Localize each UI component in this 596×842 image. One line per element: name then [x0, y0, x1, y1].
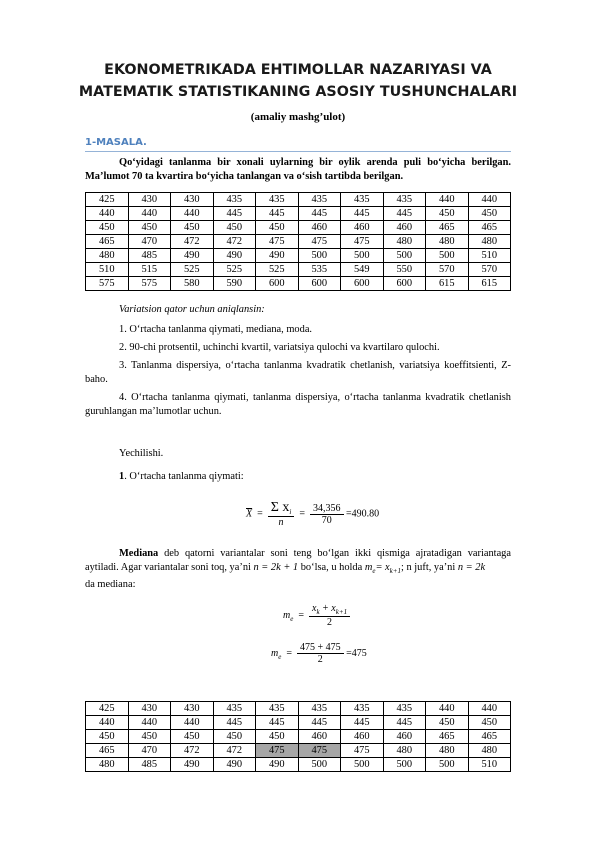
table-cell: 440 — [86, 716, 129, 730]
table-cell: 475 — [298, 235, 341, 249]
table-cell: 500 — [341, 249, 384, 263]
table-cell: 435 — [383, 702, 426, 716]
task-4: 4. O‘rtacha tanlanma qiymati, tanlanma dispersiya, o‘rtacha tanlanma kvadratik chetlanish guruhlangan ma’lumotlar uchun. — [85, 392, 511, 417]
table-cell: 445 — [298, 207, 341, 221]
median-me: m — [364, 562, 373, 573]
table-cell: 570 — [426, 263, 469, 277]
table-cell: 450 — [426, 716, 469, 730]
table-cell: 480 — [86, 249, 129, 263]
median-f1-lhs: m — [283, 610, 291, 621]
table-cell: 490 — [171, 758, 214, 772]
table-cell: 475 — [341, 235, 384, 249]
rent-data-table — [85, 192, 511, 291]
table-cell: 615 — [468, 277, 511, 291]
table-cell: 435 — [298, 702, 341, 716]
table-row — [86, 235, 511, 249]
table-cell: 515 — [128, 263, 171, 277]
table-cell: 480 — [383, 744, 426, 758]
table-row — [86, 277, 511, 291]
table-cell: 435 — [256, 193, 299, 207]
table-cell: 440 — [468, 702, 511, 716]
table-cell: 470 — [128, 235, 171, 249]
table-cell: 440 — [128, 207, 171, 221]
table-cell: 460 — [383, 730, 426, 744]
table-cell: 490 — [213, 249, 256, 263]
median-f2-fraction — [297, 642, 344, 665]
table-cell: 460 — [383, 221, 426, 235]
table-cell: 472 — [171, 744, 214, 758]
table-cell: 445 — [341, 207, 384, 221]
table-cell: 440 — [86, 207, 129, 221]
median-f1-x: x — [311, 603, 317, 614]
table-cell: 440 — [171, 716, 214, 730]
table-cell: 445 — [383, 716, 426, 730]
table-cell: 445 — [256, 207, 299, 221]
mean-symbol: $\overline{X}$ — [246, 508, 253, 520]
table-cell: 472 — [213, 235, 256, 249]
table-cell: 450 — [213, 221, 256, 235]
table-cell: 450 — [171, 730, 214, 744]
table-row — [86, 263, 511, 277]
table-cell: 470 — [128, 744, 171, 758]
table-cell: 600 — [383, 277, 426, 291]
table-cell: 435 — [256, 702, 299, 716]
table-cell: 435 — [298, 193, 341, 207]
table-cell: 490 — [213, 758, 256, 772]
table-cell: 580 — [171, 277, 214, 291]
table-cell: 450 — [426, 207, 469, 221]
median-f1-lhs-sub: e — [290, 614, 294, 623]
table-cell: 445 — [298, 716, 341, 730]
table-cell: 575 — [128, 277, 171, 291]
median-f2-den: 2 — [317, 654, 323, 665]
table-row — [86, 207, 511, 221]
table-row — [86, 758, 511, 772]
table-row — [86, 221, 511, 235]
table-cell: 472 — [171, 235, 214, 249]
table-cell: 500 — [426, 249, 469, 263]
table-cell: 450 — [128, 221, 171, 235]
table-cell: 500 — [383, 758, 426, 772]
table-cell: 465 — [426, 730, 469, 744]
table-cell: 440 — [426, 193, 469, 207]
task-3: 3. Tanlanma dispersiya, o‘rtacha tanlanma kvadratik chetlanish, variatsiya koeffitsienti, Z-baho. — [85, 360, 511, 385]
median-x: = x — [375, 562, 390, 573]
median-odd-expr: n = 2k + 1 — [253, 562, 299, 573]
table-cell: 450 — [171, 221, 214, 235]
table-cell: 500 — [298, 758, 341, 772]
table-cell: 450 — [256, 730, 299, 744]
table-cell: 435 — [213, 702, 256, 716]
table-cell: 475 — [256, 235, 299, 249]
table-cell: 460 — [341, 221, 384, 235]
table-cell: 549 — [341, 263, 384, 277]
variation-heading: Variatsion qator uchun aniqlansin: — [119, 304, 265, 315]
table-cell: 460 — [341, 730, 384, 744]
table-cell: 525 — [171, 263, 214, 277]
table-cell: 445 — [341, 716, 384, 730]
table-cell: 450 — [468, 716, 511, 730]
mean-result: =490.80 — [346, 508, 380, 520]
table-cell: 575 — [86, 277, 129, 291]
table-cell: 460 — [298, 730, 341, 744]
median-text-b: bo‘lsa, u holda — [298, 562, 365, 573]
table-cell: 600 — [341, 277, 384, 291]
median-even-expr: n = 2k — [457, 562, 486, 573]
median-f2-num: 475 + 475 — [297, 642, 344, 654]
table-cell: 600 — [256, 277, 299, 291]
table-cell: 472 — [213, 744, 256, 758]
table-cell: 435 — [213, 193, 256, 207]
sum-index: i — [289, 508, 292, 516]
table-cell: 430 — [128, 702, 171, 716]
task-1: 1. O‘rtacha tanlanma qiymati, mediana, moda. — [119, 324, 313, 335]
table-cell: 510 — [468, 249, 511, 263]
median-text-c: ; n juft, ya’ni — [401, 562, 458, 573]
mean-label-number: 1 — [119, 471, 125, 482]
median-definition — [85, 547, 511, 592]
table-cell: 445 — [213, 716, 256, 730]
median-f1-den: 2 — [327, 617, 333, 628]
median-text-d: da mediana: — [85, 579, 136, 591]
table-cell: 510 — [468, 758, 511, 772]
table-row — [86, 193, 511, 207]
table-cell: 570 — [468, 263, 511, 277]
title-line-1: EKONOMETRIKADA EHTIMOLLAR NAZARIYASI VA — [104, 62, 492, 78]
table-cell: 500 — [383, 249, 426, 263]
table-cell: 535 — [298, 263, 341, 277]
table-cell: 465 — [468, 221, 511, 235]
table-cell: 525 — [256, 263, 299, 277]
table-cell: 430 — [171, 193, 214, 207]
problem-statement: Qo‘yidagi tanlanma bir xonali uylarning bir oylik arenda puli bo‘yicha berilgan. Ma’lumot 70 ta kvartira bo‘yicha tanlangan va o‘sish tartibda berilgan. — [85, 157, 511, 182]
table-cell: 440 — [171, 207, 214, 221]
table-cell: 475 — [298, 744, 341, 758]
median-f2-lhs-sub: e — [278, 652, 282, 661]
table-cell: 550 — [383, 263, 426, 277]
mean-formula: $\overline{X}$ = $\frac{\Sigma x_i}{n}$ = $\frac{34,356}{70}$ =490.80 — [246, 500, 380, 528]
section-divider — [85, 151, 511, 152]
median-f2-lhs: m — [271, 648, 279, 659]
table-cell: 480 — [383, 235, 426, 249]
median-f1-sub2: k+1 — [335, 608, 348, 616]
table-cell: 440 — [426, 702, 469, 716]
table-cell: 500 — [426, 758, 469, 772]
table-cell: 465 — [468, 730, 511, 744]
table-cell: 450 — [128, 730, 171, 744]
table-cell: 480 — [468, 744, 511, 758]
mean-n: n — [278, 517, 284, 528]
table-cell: 510 — [86, 263, 129, 277]
median-formula-value: $m_e$ = $\frac{475 + 475}{2}$ =475 — [271, 642, 367, 665]
median-f1-fraction — [309, 603, 350, 628]
table-cell: 445 — [213, 207, 256, 221]
table-cell: 430 — [171, 702, 214, 716]
table-cell: 425 — [86, 193, 129, 207]
table-cell: 460 — [298, 221, 341, 235]
table-cell: 490 — [256, 758, 299, 772]
median-f1-sub1: k — [316, 608, 320, 616]
table-cell: 425 — [86, 702, 129, 716]
table-cell: 500 — [298, 249, 341, 263]
solution-heading: Yechilishi. — [119, 448, 164, 459]
table-cell: 475 — [256, 744, 299, 758]
table-cell: 445 — [256, 716, 299, 730]
mean-value-fraction — [310, 503, 344, 526]
table-cell: 435 — [383, 193, 426, 207]
mean-numerator: 34,356 — [310, 503, 344, 515]
table-cell: 440 — [128, 716, 171, 730]
table-cell: 480 — [426, 235, 469, 249]
table-cell: 465 — [426, 221, 469, 235]
table-cell: 475 — [341, 744, 384, 758]
table-row — [86, 249, 511, 263]
table-row — [86, 730, 511, 744]
table-cell: 465 — [86, 235, 129, 249]
median-f1-plus: + x — [319, 603, 336, 614]
table-cell: 450 — [213, 730, 256, 744]
table-row — [86, 702, 511, 716]
median-x-sub: k+1 — [389, 567, 402, 576]
table-cell: 485 — [128, 758, 171, 772]
table-row — [86, 716, 511, 730]
table-cell: 450 — [468, 207, 511, 221]
table-cell: 590 — [213, 277, 256, 291]
table-cell: 435 — [341, 193, 384, 207]
table-cell: 430 — [128, 193, 171, 207]
table-cell: 480 — [468, 235, 511, 249]
median-me-sub: e — [372, 567, 376, 576]
task-2: 2. 90-chi protsentil, uchinchi kvartil, variatsiya qulochi va kvartilaro qulochi. — [119, 342, 440, 353]
mean-label-text: . O‘rtacha tanlanma qiymati: — [124, 471, 244, 482]
median-term: Mediana — [119, 548, 159, 559]
table-cell: 500 — [341, 758, 384, 772]
median-f2-result: =475 — [346, 648, 367, 659]
table-cell: 450 — [86, 730, 129, 744]
table-cell: 450 — [86, 221, 129, 235]
table-cell: 490 — [171, 249, 214, 263]
mean-denominator: 70 — [321, 514, 332, 526]
median-text-a: deb qatorni variantalar soni teng bo‘lgan ikki qismiga ajratadigan variantaga aytiladi. Agar variantalar soni toq, ya’ni — [85, 548, 511, 573]
section-heading: 1-MASALA. — [85, 137, 147, 148]
sum-symbol: Σ x — [270, 500, 290, 515]
table-cell: 480 — [86, 758, 129, 772]
table-cell: 440 — [468, 193, 511, 207]
table-cell: 480 — [426, 744, 469, 758]
table-cell: 450 — [256, 221, 299, 235]
table-cell: 615 — [426, 277, 469, 291]
table-row — [86, 744, 511, 758]
table-cell: 465 — [86, 744, 129, 758]
table-cell: 525 — [213, 263, 256, 277]
median-formula-general: $m_e$ = $\frac{x_k + x_{k+1}}{2}$ — [283, 603, 350, 628]
table-cell: 600 — [298, 277, 341, 291]
table-cell: 490 — [256, 249, 299, 263]
subtitle: (amaliy mashg’ulot) — [250, 111, 346, 123]
table-cell: 445 — [383, 207, 426, 221]
mean-label — [85, 470, 511, 484]
mean-sum-fraction — [268, 500, 295, 528]
title-line-2: MATEMATIK STATISTIKANING ASOSIY TUSHUNCHALARI — [78, 84, 518, 100]
table-cell: 435 — [341, 702, 384, 716]
table-cell: 485 — [128, 249, 171, 263]
median-highlight-table — [85, 701, 511, 772]
